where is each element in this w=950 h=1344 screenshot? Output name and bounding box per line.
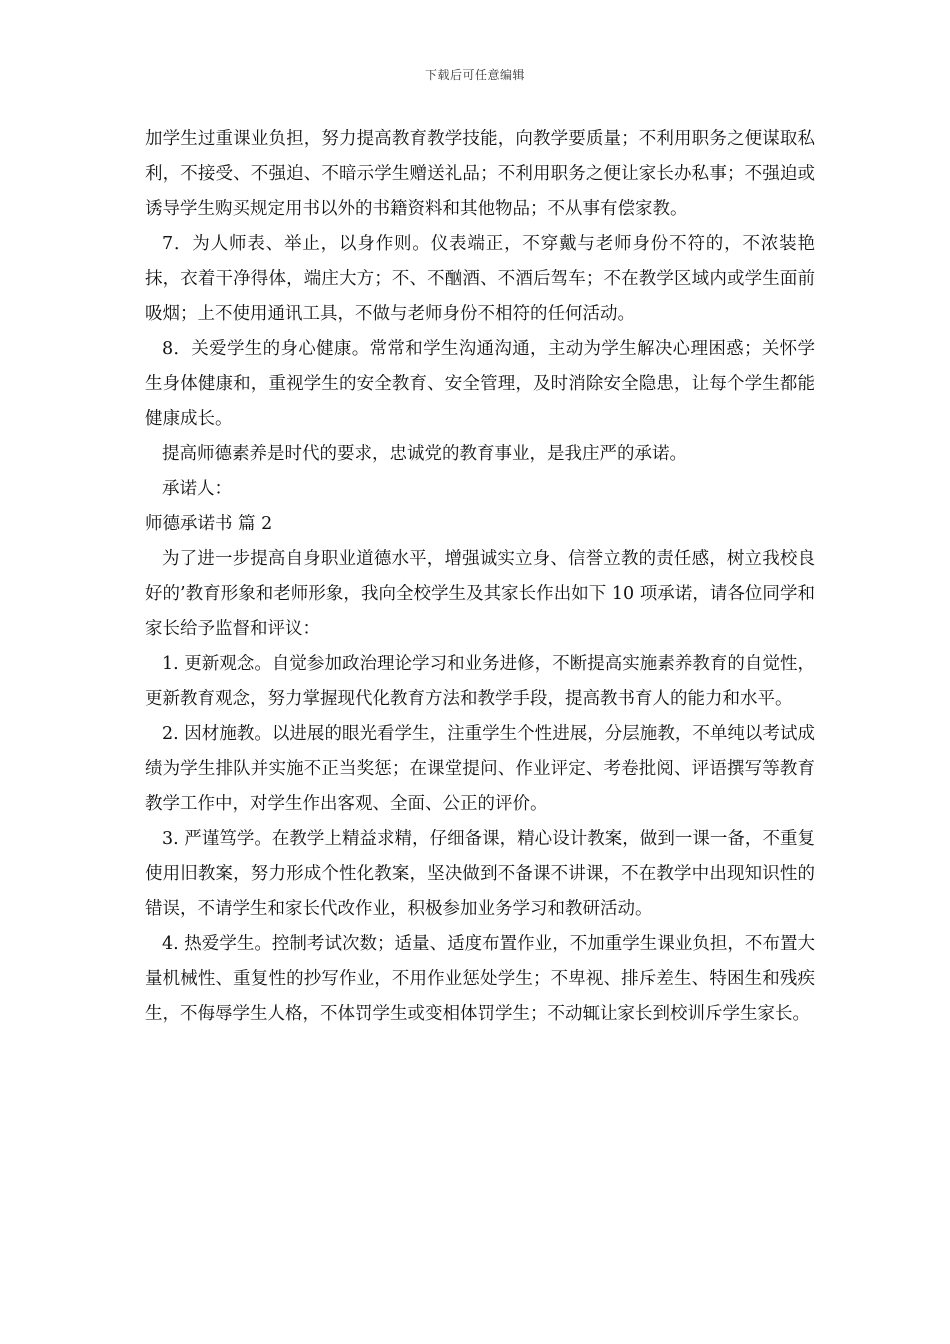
signer-line: 承诺人： <box>162 479 232 499</box>
list-item-1: 1. 更新观念。自觉参加政治理论学习和业务进修，不断提高实施素养教育的自觉性，更新教育观念，努力掌握现代化教育方法和教学手段，提高教书育人的能力和水平。 <box>145 654 815 709</box>
list-item-3: 3. 严谨笃学。在教学上精益求精，仔细备课，精心设计教案，做到一课一备，不重复使用旧教案，努力形成个性化教案，坚决做到不备课不讲课，不在教学中出现知识性的错误，不请学生和家长代改作业，积极参加业务学习和教研活动。 <box>145 829 815 919</box>
list-item-4: 4. 热爱学生。控制考试次数；适量、适度布置作业，不加重学生课业负担，不布置大量机械性、重复性的抄写作业，不用作业惩处学生；不卑视、排斥差生、特困生和残疾生，不侮辱学生人格，不体罚学生或变相体罚学生；不动辄让家长到校训斥学生家长。 <box>145 934 815 1024</box>
paragraph-item-8: 8．关爱学生的身心健康。常常和学生沟通沟通，主动为学生解决心理困惑；关怀学生身体健康和，重视学生的安全教育、安全管理，及时消除安全隐患，让每个学生都能健康成长。 <box>145 339 815 429</box>
list-item-2: 2. 因材施教。以进展的眼光看学生，注重学生个性进展，分层施教，不单纯以考试成绩为学生排队并实施不正当奖惩；在课堂提问、作业评定、考卷批阅、评语撰写等教育教学工作中，对学生作出客观、全面、公正的评价。 <box>145 724 815 814</box>
paragraph-intro: 为了进一步提高自身职业道德水平，增强诚实立身、信誉立教的责任感，树立我校良好的’教育形象和老师形象，我向全校学生及其家长作出如下 10 项承诺，请各位同学和家长给予监督和评议： <box>145 549 815 639</box>
document-body <box>145 122 815 1032</box>
paragraph-closing: 提高师德素养是时代的要求，忠诚党的教育事业，是我庄严的承诺。 <box>162 444 687 464</box>
paragraph-item-7: 7．为人师表、举止，以身作则。仪表端正，不穿戴与老师身份不符的，不浓装艳抹，衣着干净得体，端庄大方；不、不酗酒、不酒后驾车；不在教学区域内或学生面前吸烟；上不使用通讯工具，不做与老师身份不相符的任何活动。 <box>145 234 815 324</box>
paragraph-continued: 加学生过重课业负担，努力提高教育教学技能，向教学要质量；不利用职务之便谋取私利，不接受、不强迫、不暗示学生赠送礼品；不利用职务之便让家长办私事；不强迫或诱导学生购买规定用书以外的书籍资料和其他物品；不从事有偿家教。 <box>145 129 815 219</box>
section-title: 师德承诺书 篇 2 <box>145 514 273 534</box>
page-header: 下载后可任意编辑 <box>424 68 525 82</box>
